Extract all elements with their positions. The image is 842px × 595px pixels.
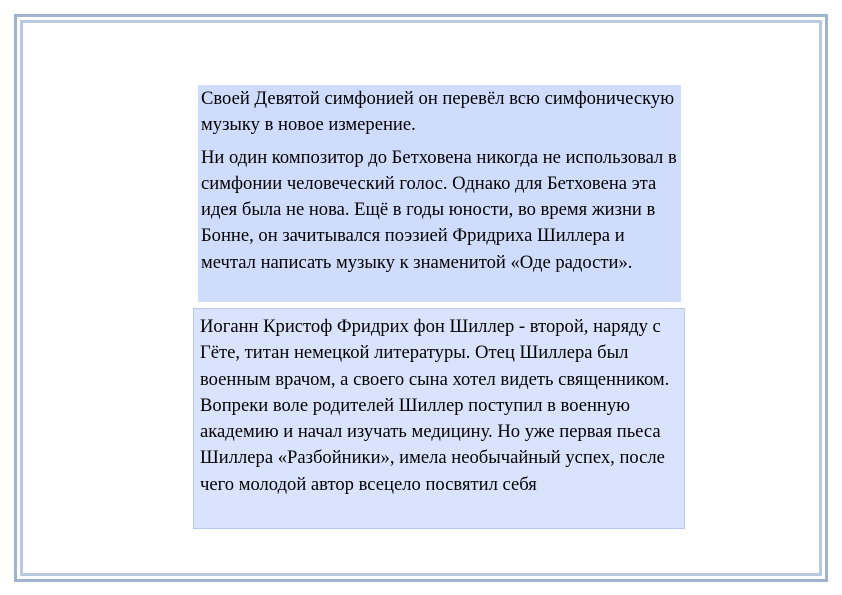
beethoven-text-box [198,85,681,302]
beethoven-paragraph-2: Ни один композитор до Бетховена никогда не использовал в симфонии человеческий голос. Однако для Бетховена эта идея была не нова. Ещё в годы юности, во время жизни в Бонне, он зачитывался поэзией Фридриха Шиллера и мечтал написать музыку к знаменитой «Оде радости». [201,146,677,273]
schiller-paragraph: Иоганн Кристоф Фридрих фон Шиллер - второй, наряду с Гёте, титан немецкой литературы. Отец Шиллера был военным врачом, а своего сына хотел видеть священником. Вопреки воле родителей Шиллер поступил в военную академию и начал изучать медицину. Но уже первая пьеса Шиллера «Разбойники», имела необычайный успех, после чего молодой автор всецело посвятил себя [200,316,670,495]
schiller-text-box [193,308,685,529]
beethoven-paragraph-1: Своей Девятой симфонией он перевёл всю симфоническую музыку в новое измерение. [201,88,675,136]
